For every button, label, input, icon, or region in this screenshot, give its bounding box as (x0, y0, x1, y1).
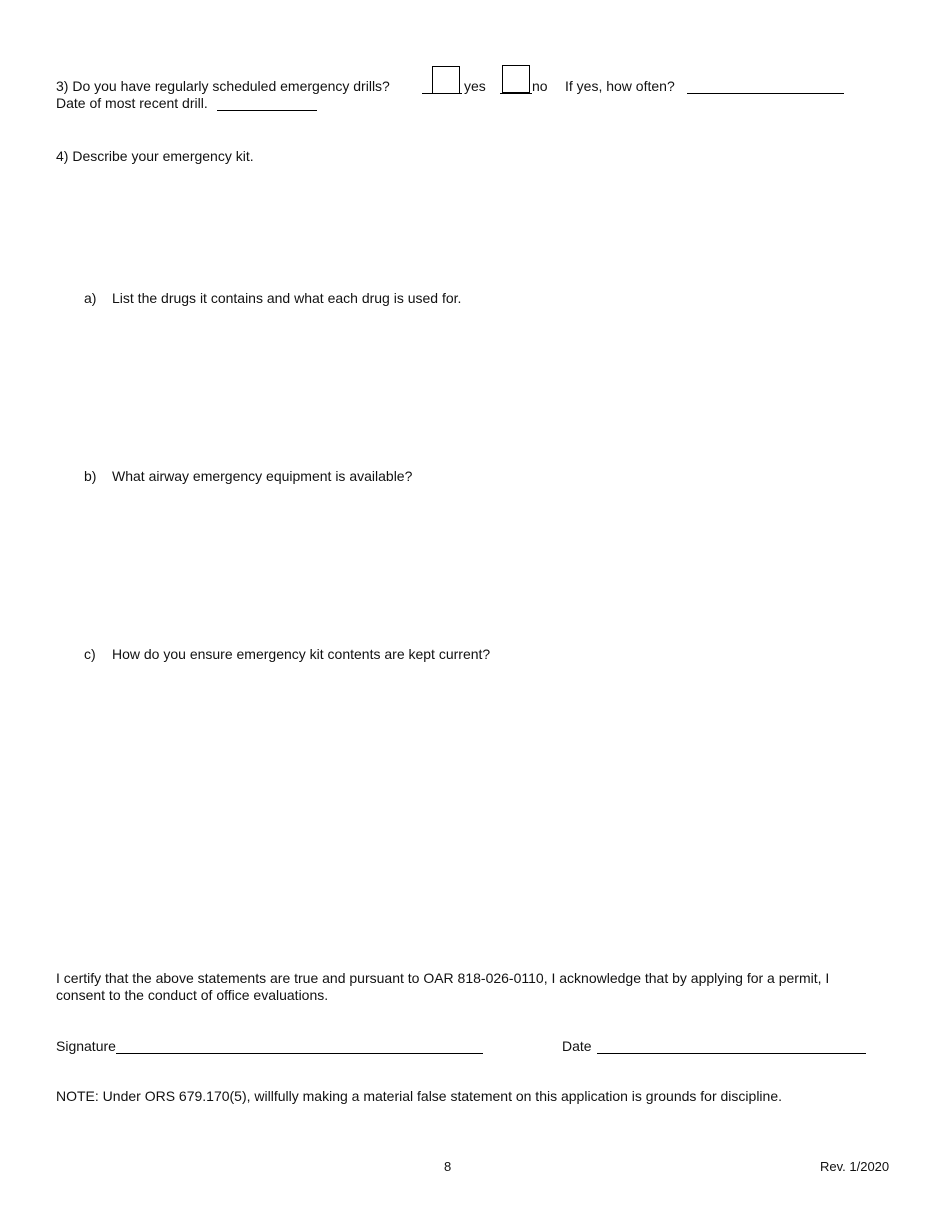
revision-label: Rev. 1/2020 (820, 1159, 890, 1174)
signature-label: Signature (56, 1038, 116, 1054)
signature-input[interactable] (116, 1037, 483, 1054)
drill-date-label: Date of most recent drill. (56, 95, 208, 111)
q3-question: 3) Do you have regularly scheduled emergency drills? (56, 78, 390, 94)
q4-question: 4) Describe your emergency kit. (56, 148, 254, 164)
drill-date-input[interactable] (217, 94, 317, 111)
yes-checkbox[interactable] (432, 66, 460, 94)
q4a-text: List the drugs it contains and what each drug is used for. (112, 290, 462, 306)
q4b-marker: b) (84, 468, 97, 484)
how-often-input[interactable] (687, 77, 844, 94)
date-label: Date (562, 1038, 592, 1054)
yes-label: yes (464, 78, 486, 94)
q4a-marker: a) (84, 290, 97, 306)
certification-line-1: I certify that the above statements are true and pursuant to OAR 818-026-0110, I acknowledge that by applying for a permit, I (56, 970, 830, 986)
q4c-text: How do you ensure emergency kit contents are kept current? (112, 646, 491, 662)
note-text: NOTE: Under ORS 679.170(5), willfully making a material false statement on this application is grounds for discipline. (56, 1088, 782, 1104)
q4c-marker: c) (84, 646, 96, 662)
how-often-label: If yes, how often? (565, 78, 675, 94)
q4b-text: What airway emergency equipment is available? (112, 468, 413, 484)
no-checkbox[interactable] (502, 65, 530, 93)
certification-line-2: consent to the conduct of office evaluations. (56, 987, 329, 1003)
no-underline (500, 93, 532, 94)
no-label: no (532, 78, 548, 94)
page-number: 8 (444, 1159, 452, 1174)
date-input[interactable] (597, 1037, 866, 1054)
